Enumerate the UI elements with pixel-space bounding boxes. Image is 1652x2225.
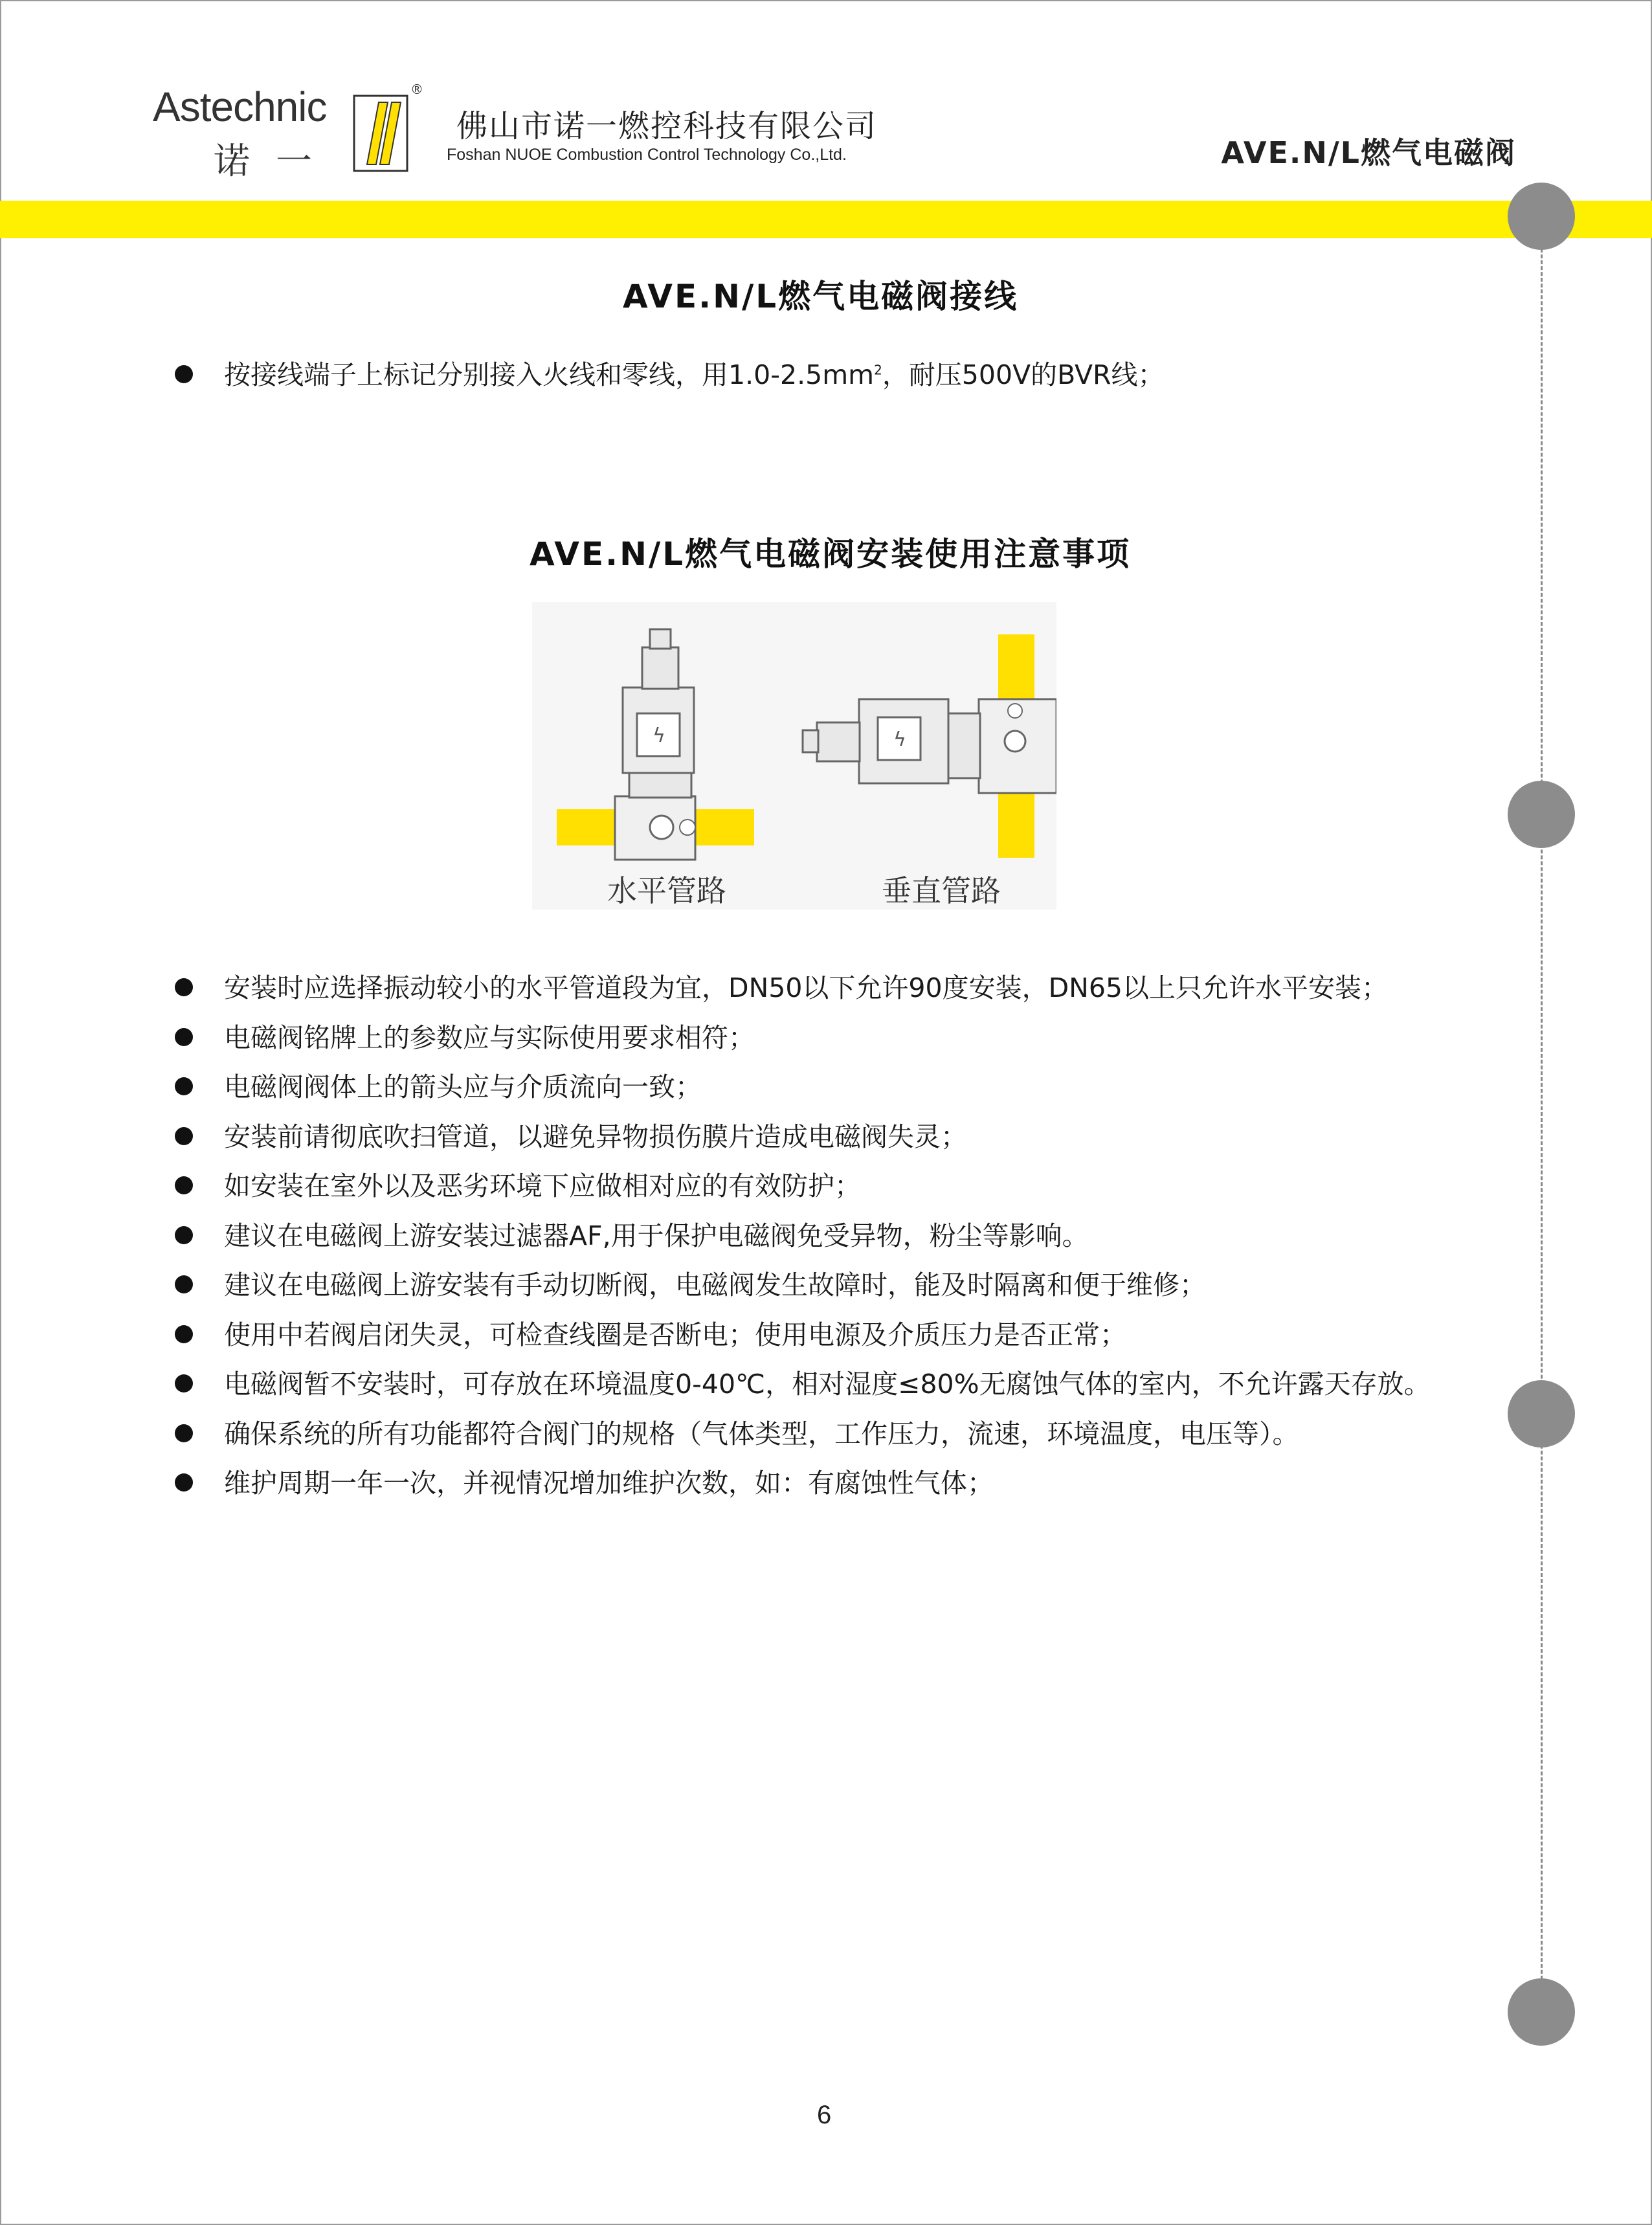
svg-text:ϟ: ϟ bbox=[653, 724, 665, 747]
list-item bbox=[175, 1310, 1431, 1360]
list-item bbox=[175, 1459, 1431, 1508]
side-circle-3 bbox=[1508, 1380, 1575, 1448]
list-item bbox=[175, 1359, 1431, 1409]
page-number: 6 bbox=[817, 2101, 832, 2129]
wiring-bullet-tail: ，耐压500V的BVR线； bbox=[882, 359, 1165, 390]
logo-mark-icon bbox=[353, 95, 408, 172]
list-item-text: 如安装在室外以及恶劣环境下应做相对应的有效防护； bbox=[224, 1170, 861, 1202]
valve-orientation-illustration bbox=[532, 602, 1056, 910]
product-title: AVE.N/L燃气电磁阀 bbox=[1221, 135, 1516, 170]
bullet-dot bbox=[175, 978, 193, 996]
registered-mark: ® bbox=[410, 82, 423, 97]
list-item bbox=[175, 1013, 1431, 1063]
wiring-bullet-text: 按接线端子上标记分别接入火线和零线，用1.0-2.5mm bbox=[224, 359, 875, 390]
list-item-text: 电磁阀暂不安装时，可存放在环境温度0-40℃，相对湿度≤80%无腐蚀气体的室内，不允许露天存放。 bbox=[224, 1369, 1431, 1400]
bullet-dot bbox=[175, 1374, 193, 1392]
list-item-text: 维护周期一年一次，并视情况增加维护次数，如：有腐蚀性气体； bbox=[224, 1468, 994, 1499]
header-band bbox=[0, 201, 1652, 238]
bullet-dot bbox=[175, 1176, 193, 1194]
list-item-text: 建议在电磁阀上游安装有手动切断阀，电磁阀发生故障时，能及时隔离和便于维修； bbox=[224, 1269, 1206, 1301]
install-notes-list bbox=[175, 963, 1431, 1508]
caption-horizontal-pipe: 水平管路 bbox=[607, 873, 726, 908]
install-section-title: AVE.N/L燃气电磁阀安装使用注意事项 bbox=[530, 535, 1132, 573]
wiring-section-title: AVE.N/L燃气电磁阀接线 bbox=[623, 278, 1019, 315]
list-item-text: 电磁阀铭牌上的参数应与实际使用要求相符； bbox=[224, 1022, 755, 1053]
bullet-dot bbox=[175, 1226, 193, 1244]
brand-name-en: Astechnic bbox=[153, 84, 327, 130]
list-item-text: 安装时应选择振动较小的水平管道段为宜，DN50以下允许90度安装，DN65以上只允许水平安装； bbox=[224, 972, 1388, 1003]
list-item-text: 建议在电磁阀上游安装过滤器AF,用于保护电磁阀免受异物，粉尘等影响。 bbox=[224, 1220, 1089, 1251]
list-item-text: 电磁阀阀体上的箭头应与介质流向一致； bbox=[224, 1071, 702, 1102]
company-name-cn: 佛山市诺一燃控科技有限公司 bbox=[456, 108, 878, 144]
horizontal-valve-drawing bbox=[557, 629, 754, 860]
bullet-dot bbox=[175, 1275, 193, 1293]
bullet-dot bbox=[175, 1325, 193, 1343]
bullet-dot bbox=[175, 365, 193, 383]
list-item bbox=[175, 1161, 1431, 1211]
list-item bbox=[175, 1260, 1431, 1310]
list-item bbox=[175, 1409, 1431, 1459]
vertical-valve-drawing bbox=[803, 634, 1056, 858]
bullet-dot bbox=[175, 1424, 193, 1442]
list-item bbox=[175, 1211, 1431, 1261]
wiring-bullet-sup: 2 bbox=[874, 362, 882, 378]
bullet-dot bbox=[175, 1127, 193, 1145]
bullet-dot bbox=[175, 1028, 193, 1046]
list-item-text: 安装前请彻底吹扫管道，以避免异物损伤膜片造成电磁阀失灵； bbox=[224, 1121, 967, 1152]
installation-figure bbox=[532, 602, 1056, 910]
bullet-dot bbox=[175, 1077, 193, 1095]
list-item-text: 确保系统的所有功能都符合阀门的规格（气体类型，工作压力，流速，环境温度，电压等）。 bbox=[224, 1418, 1299, 1449]
company-name-en: Foshan NUOE Combustion Control Technology Co.,Ltd. bbox=[447, 146, 847, 164]
svg-text:ϟ: ϟ bbox=[893, 728, 906, 751]
side-circle-1 bbox=[1508, 183, 1575, 250]
bullet-dot bbox=[175, 1473, 193, 1492]
wiring-bullet bbox=[175, 353, 1165, 392]
side-circle-2 bbox=[1508, 781, 1575, 848]
caption-vertical-pipe: 垂直管路 bbox=[882, 873, 1001, 908]
list-item bbox=[175, 1062, 1431, 1112]
list-item bbox=[175, 963, 1431, 1013]
list-item-text: 使用中若阀启闭失灵，可检查线圈是否断电；使用电源及介质压力是否正常； bbox=[224, 1319, 1126, 1350]
side-circle-4 bbox=[1508, 1978, 1575, 2046]
side-dashed-line bbox=[1541, 214, 1543, 2026]
list-item bbox=[175, 1112, 1431, 1162]
brand-name-cn: 诺一 bbox=[214, 140, 338, 183]
